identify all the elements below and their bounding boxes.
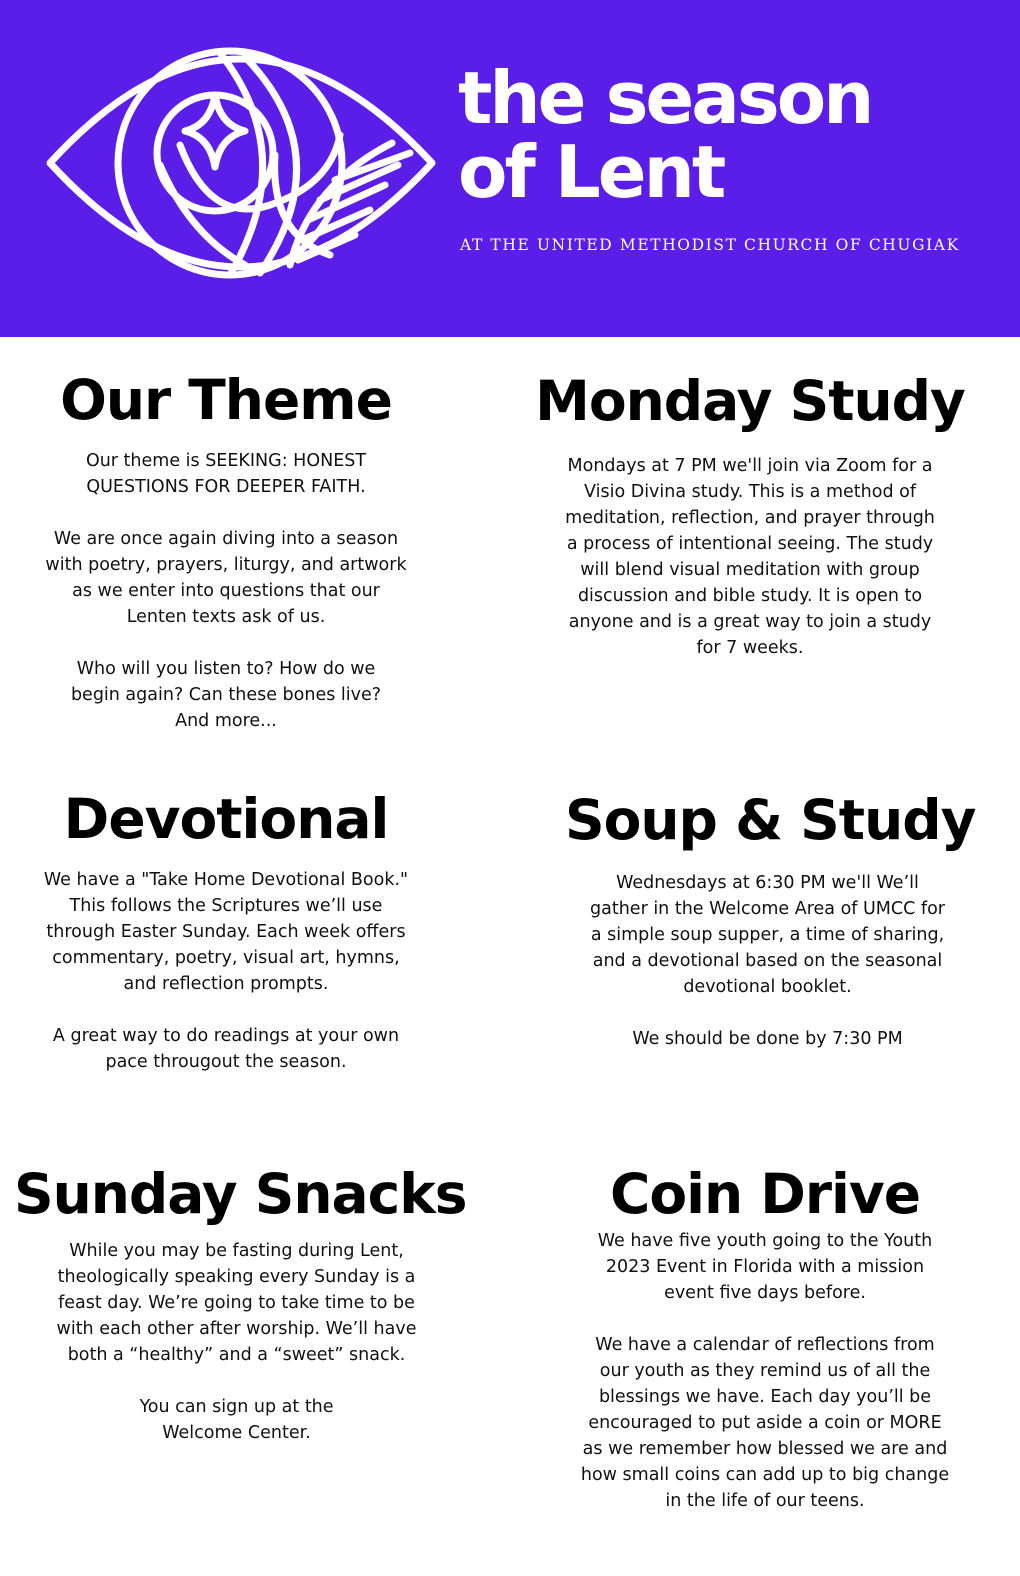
section-coin-drive <box>580 1162 950 1514</box>
header-banner <box>0 0 1020 337</box>
section-paragraph: A great way to do readings at your own pace througout the season. <box>52 1025 400 1072</box>
section-heading: Soup & Study <box>565 788 976 852</box>
section-soup-and-study <box>565 788 976 1052</box>
section-paragraph: You can sign up at the Welcome Center. <box>139 1396 334 1443</box>
section-paragraph: We should be done by 7:30 PM <box>632 1028 903 1049</box>
section-heading: Sunday Snacks <box>14 1162 467 1226</box>
section-paragraph: Who will you listen to? How do we begin again? Can these bones live? And more... <box>70 658 382 731</box>
section-heading: Monday Study <box>535 369 965 433</box>
section-paragraph: Wednesdays at 6:30 PM we'll We’ll gather in the Welcome Area of UMCC for a simple soup supper, a time of sharing, and a devotional based on the seasonal devotional booklet. <box>590 872 945 997</box>
section-paragraph: While you may be fasting during Lent, theologically speaking every Sunday is a feast day. We’re going to take time to be with each other after worship. We’ll have both a “healthy” and a “sweet” snack. <box>56 1240 417 1365</box>
title-line-1: the season <box>458 56 872 140</box>
section-paragraph: We have a calendar of reflections from our youth as they remind us of all the blessings we have. Each day you’ll be encouraged to put aside a coin or MORE as we remember how blessed we are and how small coins can add up to big change in the life of our teens. <box>580 1334 950 1511</box>
section-heading: Coin Drive <box>609 1162 921 1226</box>
section-paragraph: We have a "Take Home Devotional Book." This follows the Scriptures we’ll use through Easter Sunday. Each week offers commentary, poetry, visual art, hymns, and reflection prompts. <box>43 869 409 994</box>
section-heading: Devotional <box>63 787 389 851</box>
section-paragraph: Mondays at 7 PM we'll join via Zoom for a Visio Divina study. This is a method of meditation, reflection, and prayer through a process of intentional seeing. The study will blend visual meditation with group discussion and bible study. It is open to anyone and is a great way to join a study for 7 weeks. <box>565 455 935 658</box>
section-paragraph: We are once again diving into a season with poetry, prayers, liturgy, and artwork as we enter into questions that our Lenten texts ask of us. <box>45 528 407 627</box>
section-paragraph: We have five youth going to the Youth 2023 Event in Florida with a mission event five days before. <box>597 1230 933 1303</box>
section-monday-study <box>535 369 965 661</box>
church-subtitle: AT THE UNITED METHODIST CHURCH OF CHUGIAK <box>460 236 960 254</box>
section-sunday-snacks <box>14 1162 467 1446</box>
section-devotional <box>40 787 412 1075</box>
section-heading: Our Theme <box>60 368 392 432</box>
eye-cross-logo-icon <box>40 35 440 293</box>
section-our-theme <box>40 368 412 734</box>
section-paragraph: Our theme is SEEKING: HONEST QUESTIONS FOR DEEPER FAITH. <box>85 450 367 497</box>
title-line-2: of Lent <box>458 130 724 214</box>
